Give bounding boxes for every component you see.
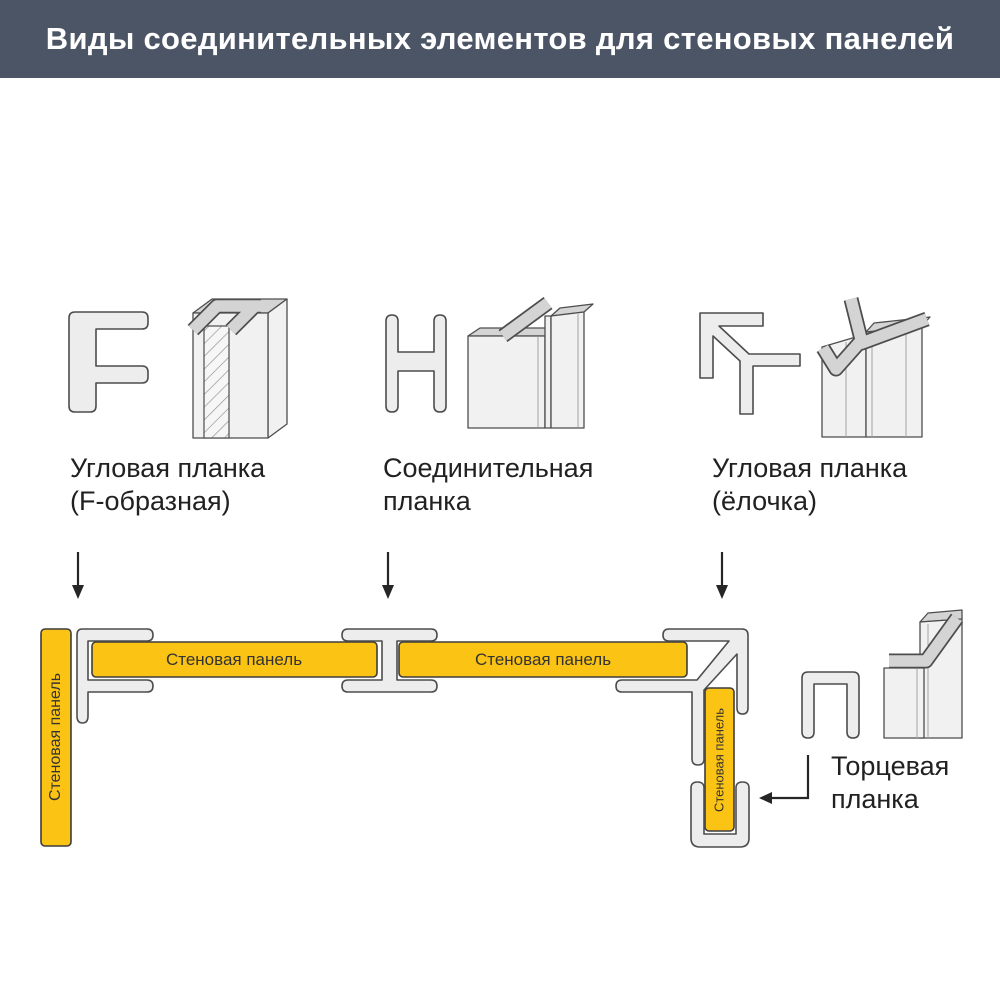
f-profile-3d-illustration (193, 299, 287, 438)
corner-herringbone-profile-2d-icon (700, 313, 800, 414)
page-title: Виды соединительных элементов для стеновых панелей (45, 21, 955, 56)
wall-panel-right-label: Стеновая панель (711, 707, 727, 813)
label-herringbone-profile-line2: (ёлочка) (712, 486, 817, 516)
label-h-profile-line2: планка (383, 486, 471, 516)
corner-herringbone-profile-3d-illustration (822, 299, 930, 437)
down-arrow-f-icon (72, 552, 84, 599)
end-strip-3d-illustration (884, 610, 962, 738)
wall-panel-left-label: Стеновая панель (47, 672, 64, 802)
down-arrow-h-icon (382, 552, 394, 599)
wall-panel-1-label: Стеновая панель (165, 650, 303, 669)
down-arrow-herringbone-icon (716, 552, 728, 599)
h-profile-2d-icon (386, 315, 446, 412)
label-f-profile (70, 452, 265, 518)
label-f-profile-line2: (F-образная) (70, 486, 231, 516)
label-h-profile (383, 452, 593, 518)
label-end-strip-line2: планка (831, 784, 919, 814)
label-h-profile-line1: Соединительная (383, 453, 594, 483)
label-end-strip (831, 750, 949, 816)
label-herringbone-profile-line1: Угловая планка (712, 453, 908, 483)
h-profile-3d-illustration (468, 303, 593, 428)
wall-panel-2-label: Стеновая панель (474, 650, 612, 669)
end-strip-pointer-arrow-icon (759, 755, 808, 804)
label-herringbone-profile (712, 452, 907, 518)
label-f-profile-line1: Угловая планка (70, 453, 266, 483)
label-end-strip-line1: Торцевая (831, 751, 950, 781)
end-strip-2d-icon (802, 672, 859, 738)
f-profile-2d-icon (69, 312, 148, 412)
